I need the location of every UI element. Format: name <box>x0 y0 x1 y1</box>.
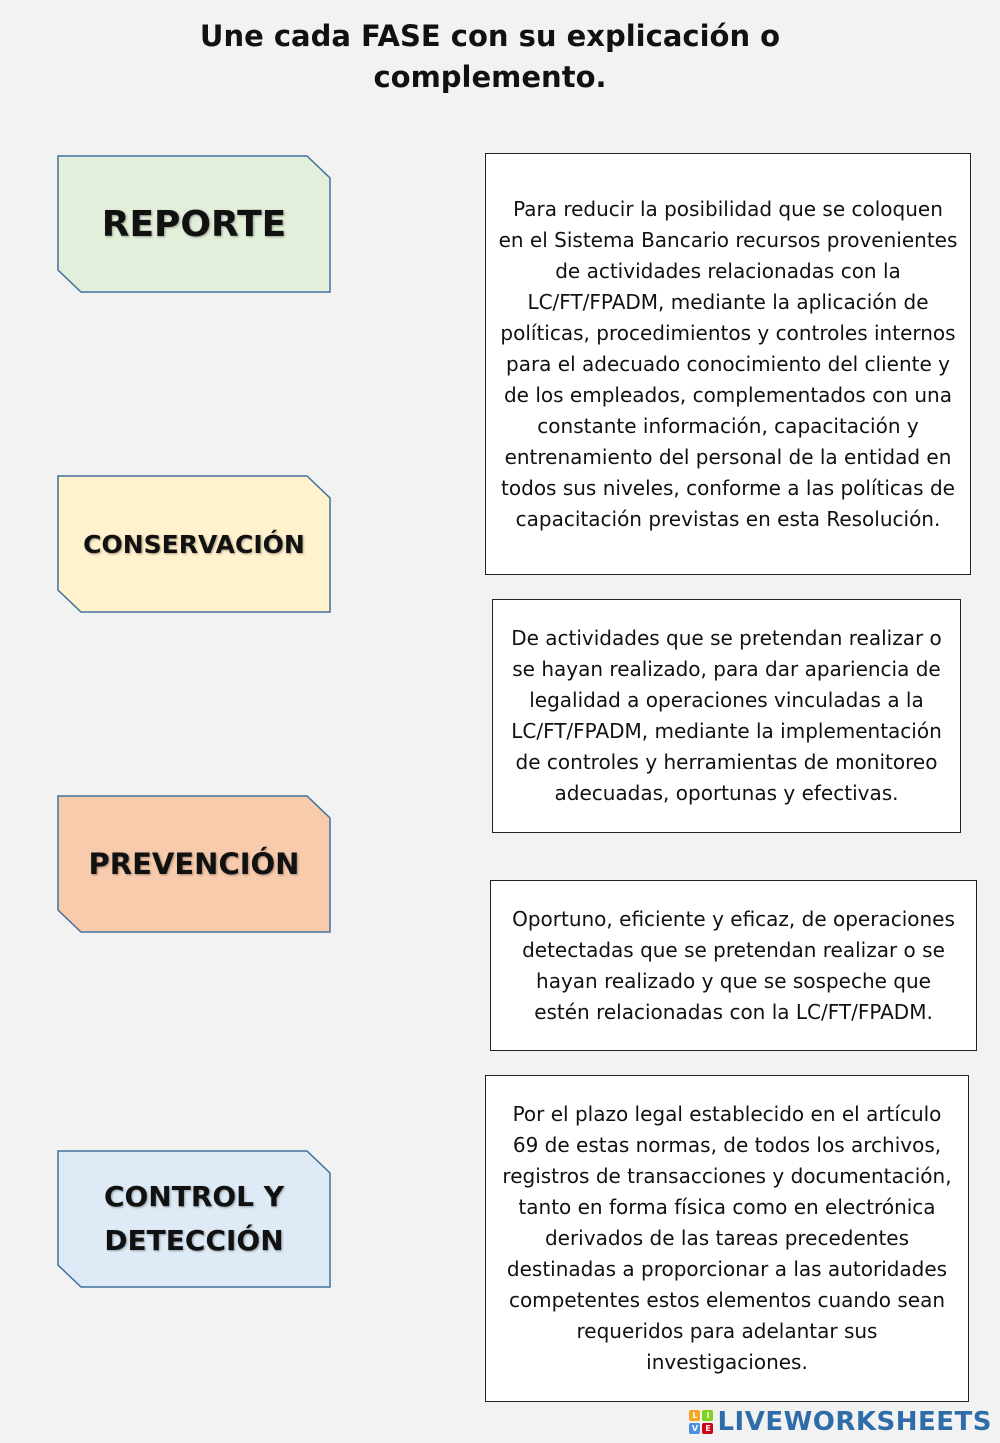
logo-cell: V <box>689 1423 700 1434</box>
phase-label-reporte: REPORTE <box>101 203 287 245</box>
description-box-2[interactable] <box>492 599 961 833</box>
phase-label-conservacion: CONSERVACIÓN <box>83 529 305 559</box>
phase-box-control-deteccion[interactable] <box>57 1150 331 1288</box>
description-text: Oportuno, eficiente y eficaz, de operaciones detectadas que se pretendan realizar o se hayan realizado y que se sospeche que estén relacionadas con la LC/FT/FPADM. <box>512 906 955 1024</box>
page-title: Une cada FASE con su explicación o complemento. <box>199 19 781 94</box>
description-box-4[interactable] <box>485 1075 969 1402</box>
phase-label-control-deteccion: CONTROL Y DETECCIÓN <box>103 1180 285 1257</box>
liveworksheets-logo-icon <box>689 1410 713 1434</box>
phase-label-prevencion: PREVENCIÓN <box>88 847 300 881</box>
logo-cell: I <box>702 1410 713 1421</box>
phase-box-prevencion[interactable] <box>57 795 331 933</box>
description-text: De actividades que se pretendan realizar o se hayan realizado, para dar apariencia de legalidad a operaciones vinculadas a la LC/FT/FPADM, mediante la implementación de controles y herramientas de monitoreo adecuadas, oportunas y efectivas. <box>511 626 942 805</box>
description-text: Para reducir la posibilidad que se coloquen en el Sistema Bancario recursos provenientes de actividades relacionadas con la LC/FT/FPADM, mediante la aplicación de políticas, procedimientos y controles internos para el adecuado conocimiento del cliente y de los empleados, complementados con una constante información, capacitación y entrenamiento del personal de la entidad en todos sus niveles, conforme a las políticas de capacitación previstas en esta Resolución. <box>498 196 958 531</box>
description-text: Por el plazo legal establecido en el artículo 69 de estas normas, de todos los archivos, registros de transacciones y documentación, tanto en forma física como en electrónica derivados de las tareas precedentes destinadas a proporcionar a las autoridades competentes estos elementos cuando sean requeridos para adelantar sus investigaciones. <box>502 1102 952 1374</box>
phase-box-conservacion[interactable] <box>57 475 331 613</box>
liveworksheets-brand <box>689 1407 992 1437</box>
logo-cell: E <box>702 1423 713 1434</box>
description-box-3[interactable] <box>490 880 977 1051</box>
brand-text: LIVEWORKSHEETS <box>717 1407 992 1437</box>
phase-box-reporte[interactable] <box>57 155 331 293</box>
logo-cell: L <box>689 1410 700 1421</box>
description-box-1[interactable] <box>485 153 971 575</box>
